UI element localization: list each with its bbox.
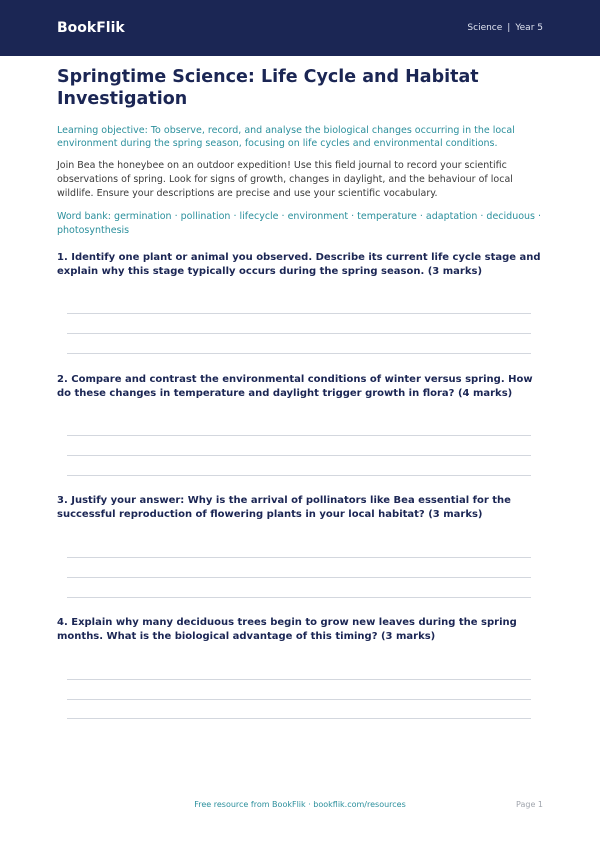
answer-line[interactable] — [67, 557, 531, 558]
page-title: Springtime Science: Life Cycle and Habitat Investigation — [57, 67, 479, 109]
answer-line[interactable] — [67, 475, 531, 476]
subject-year-label — [467, 23, 543, 33]
question-2 — [57, 373, 547, 401]
answer-line[interactable] — [67, 455, 531, 456]
learning-objective: Learning objective: To observe, record, and analyse the biological changes occurring in the local environment during the spring season, focusing on life cycles and environmental conditions. — [57, 125, 515, 149]
question-text: 1. Identify one plant or animal you observed. Describe its current life cycle stage and explain why this stage typically occurs during the spring season. (3 marks) — [57, 252, 541, 277]
answer-line[interactable] — [67, 699, 531, 700]
question-4 — [57, 616, 547, 644]
footer-credit: Free resource from BookFlik · bookflik.com/resources — [194, 800, 406, 809]
intro-paragraph: Join Bea the honeybee on an outdoor expedition! Use this field journal to record your scientific observations of spring. Look for signs of growth, changes in daylight, and the behaviour of local wildlife. Ensure your descriptions are precise and use your scientific vocabulary. — [57, 160, 513, 199]
answer-line[interactable] — [67, 597, 531, 598]
answer-line[interactable] — [67, 435, 531, 436]
brand-logo: BookFlik — [57, 20, 125, 36]
question-text: 3. Justify your answer: Why is the arrival of pollinators like Bea essential for the successful reproduction of flowering plants in your local habitat? (3 marks) — [57, 495, 511, 520]
answer-line[interactable] — [67, 679, 531, 680]
question-3 — [57, 494, 547, 522]
answer-line[interactable] — [67, 313, 531, 314]
worksheet-intro — [57, 66, 542, 238]
question-1 — [57, 251, 547, 279]
question-text: 4. Explain why many deciduous trees begin to grow new leaves during the spring months. What is the biological advantage of this timing? (3 marks) — [57, 617, 517, 642]
page-number: Page 1 — [516, 800, 543, 809]
page-header — [0, 0, 600, 56]
header-separator: | — [507, 23, 511, 33]
page-footer — [0, 800, 600, 814]
question-text: 2. Compare and contrast the environmental conditions of winter versus spring. How do these changes in temperature and daylight trigger growth in flora? (4 marks) — [57, 374, 533, 399]
subject-label: Science — [467, 23, 503, 33]
word-bank: Word bank: germination · pollination · lifecycle · environment · temperature · adaptation · deciduous · photosynthesis — [57, 211, 542, 236]
answer-line[interactable] — [67, 353, 531, 354]
answer-line[interactable] — [67, 333, 531, 334]
year-label: Year 5 — [515, 23, 543, 33]
answer-line[interactable] — [67, 718, 531, 719]
answer-line[interactable] — [67, 577, 531, 578]
